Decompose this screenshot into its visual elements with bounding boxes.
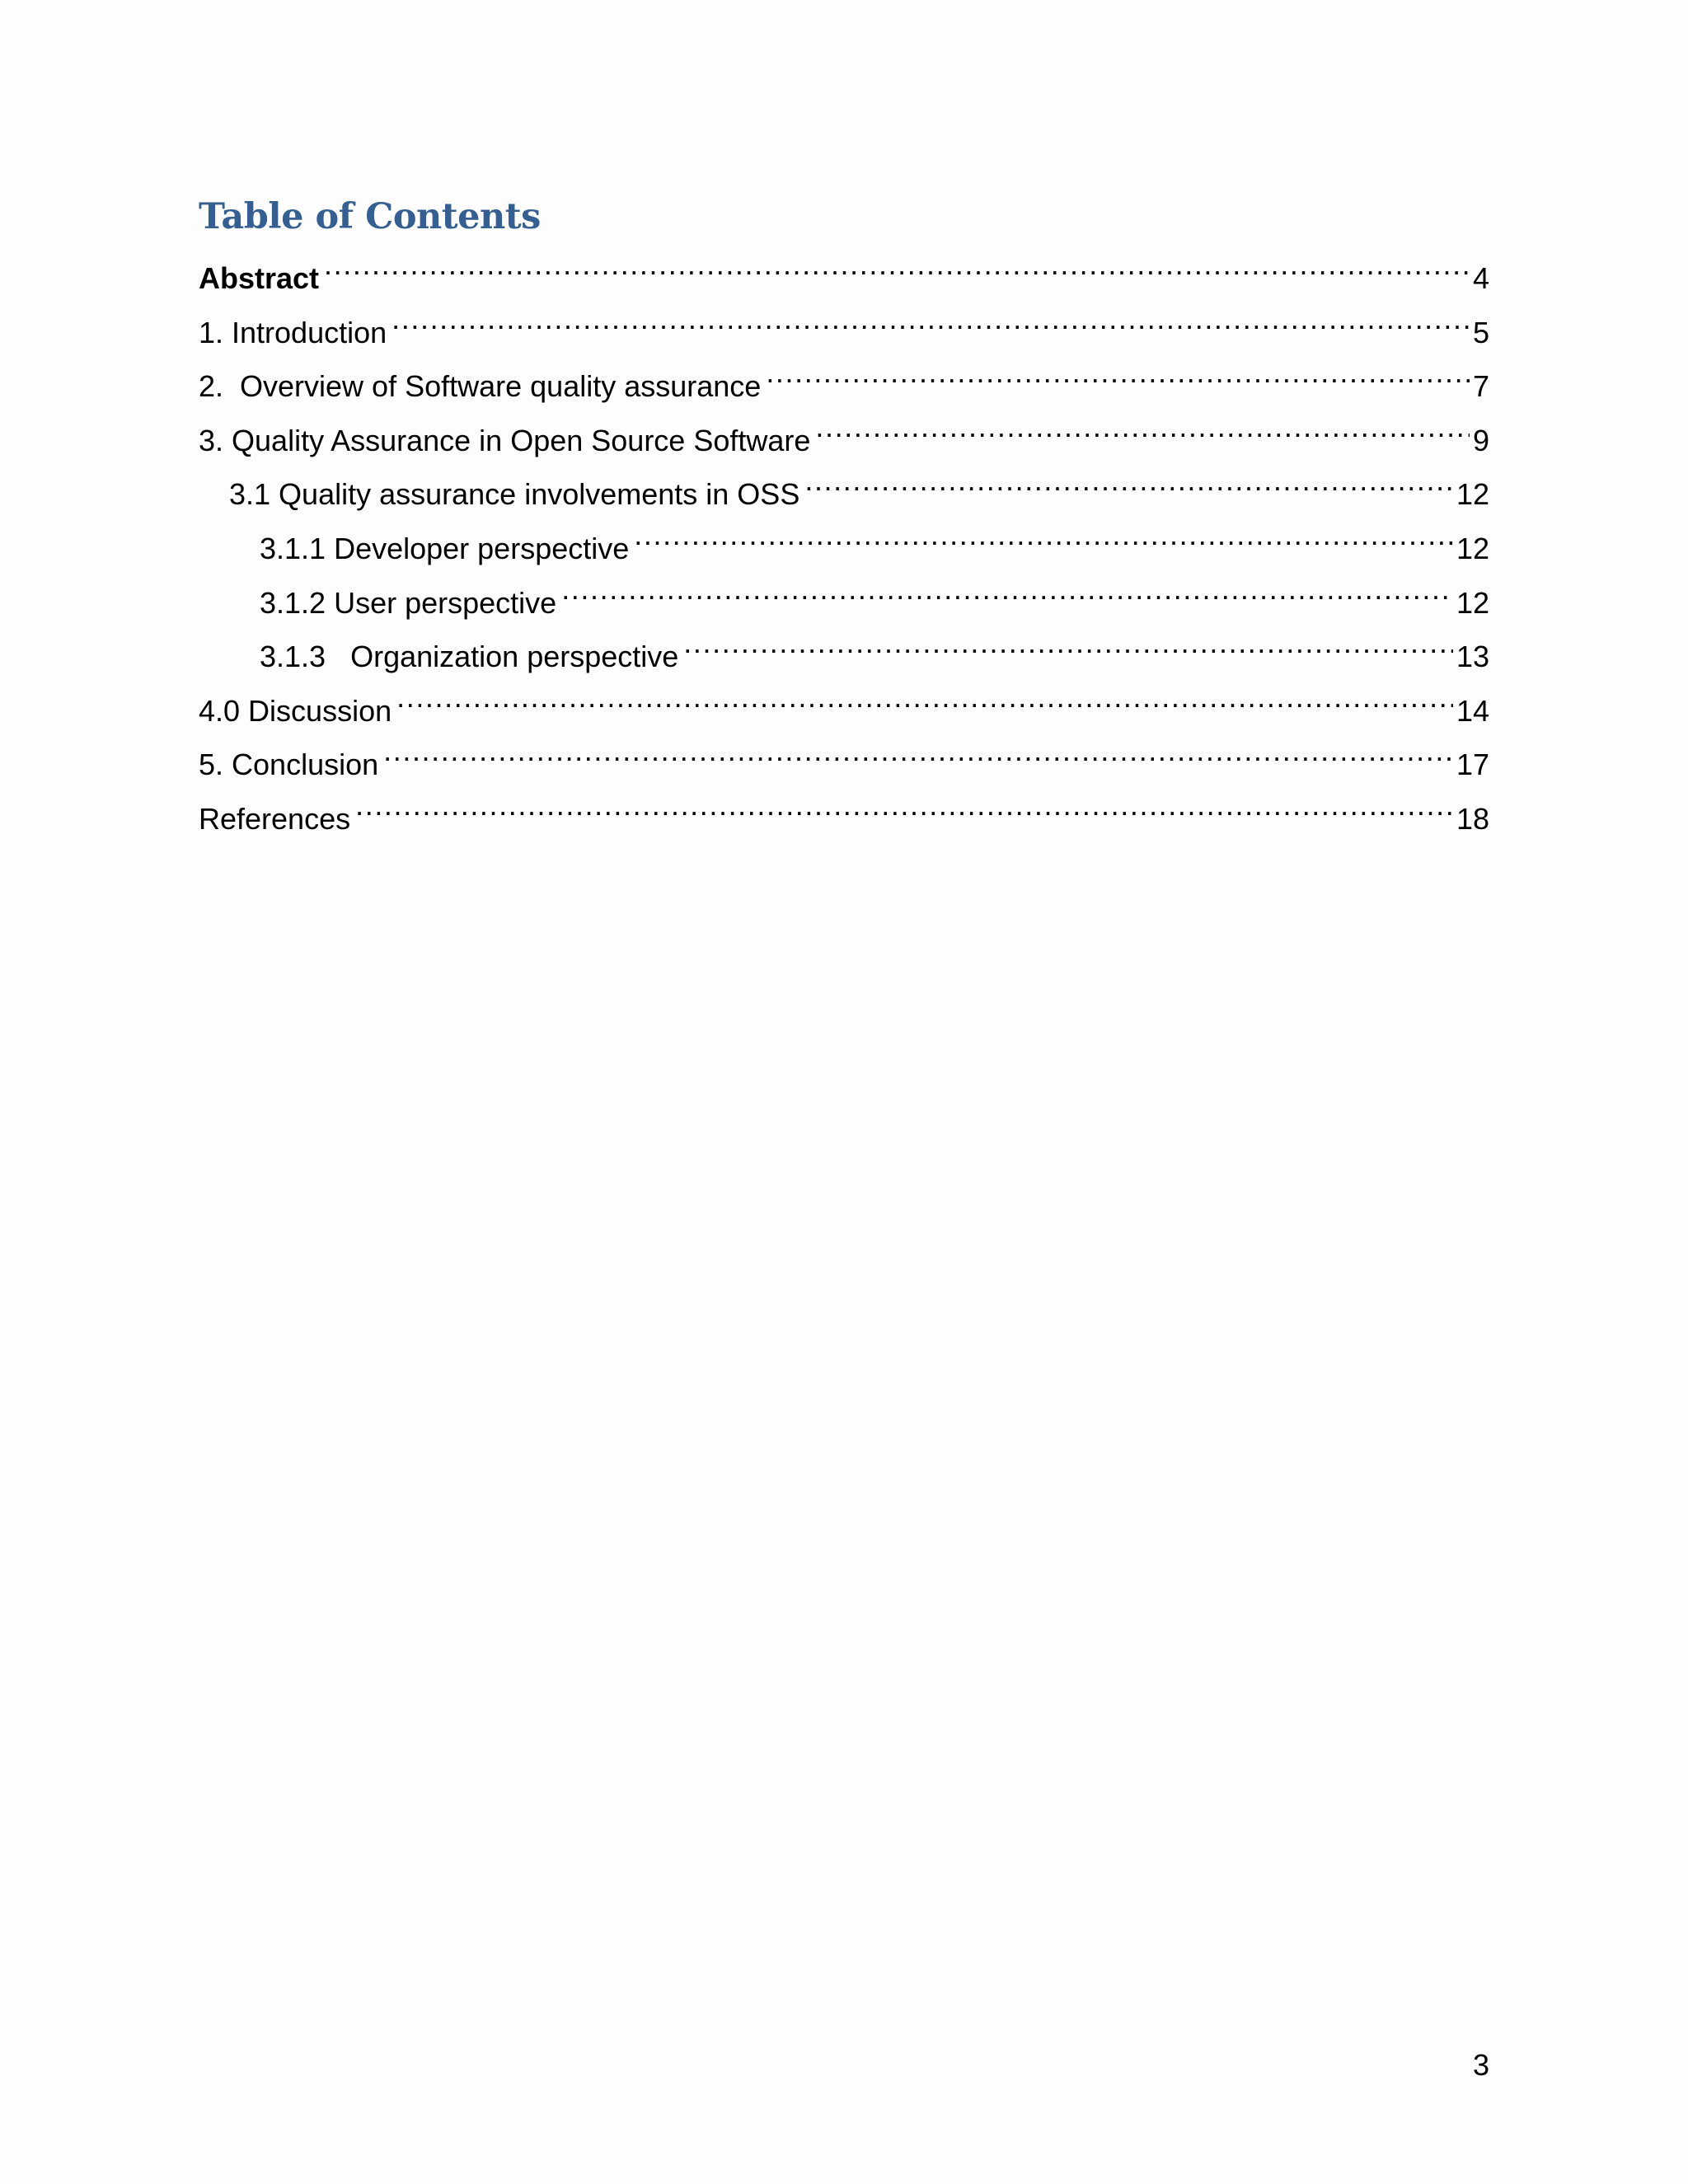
toc-entry-qa-involvements[interactable] <box>199 462 1489 516</box>
toc-entry-overview[interactable] <box>199 354 1489 408</box>
toc-entry-abstract[interactable] <box>199 246 1489 300</box>
toc-dot-leader <box>324 246 1470 288</box>
toc-entry-label: Abstract <box>199 261 320 295</box>
toc-entry-label: 3. Quality Assurance in Open Source Software <box>199 423 811 457</box>
toc-entry-label: 1. Introduction <box>199 315 387 349</box>
toc-entry-page: 12 <box>1456 531 1489 565</box>
toc-entry-user-perspective[interactable] <box>199 570 1489 625</box>
toc-entry-label: 5. Conclusion <box>199 748 379 782</box>
toc-title: Table of Contents <box>199 196 541 237</box>
toc-entry-label: 2. Overview of Software quality assurance <box>199 369 762 404</box>
toc-entry-page: 4 <box>1472 261 1489 295</box>
toc-entry-organization-perspective[interactable] <box>199 624 1489 678</box>
toc-entry-references[interactable] <box>199 786 1489 841</box>
toc-dot-leader <box>383 732 1453 775</box>
toc-entry-page: 5 <box>1472 315 1489 349</box>
toc-entry-discussion[interactable] <box>199 678 1489 733</box>
toc-entry-label: 3.1.2 User perspective <box>260 585 557 620</box>
toc-entry-conclusion[interactable] <box>199 732 1489 786</box>
toc-entry-page: 13 <box>1456 640 1489 674</box>
toc-dot-leader <box>683 624 1453 667</box>
toc-dot-leader <box>392 300 1470 343</box>
toc-dot-leader <box>396 678 1453 721</box>
toc-entry-label: 3.1.3 Organization perspective <box>260 640 679 674</box>
toc-entry-label: References <box>199 801 351 836</box>
toc-entry-page: 12 <box>1456 585 1489 620</box>
toc-entry-page: 17 <box>1456 748 1489 782</box>
toc-dot-leader <box>355 786 1453 829</box>
toc-entry-label: 3.1 Quality assurance involvements in OSS <box>229 477 800 512</box>
toc-entry-page: 7 <box>1472 369 1489 404</box>
toc-dot-leader <box>815 408 1470 451</box>
toc-list <box>199 246 1489 841</box>
toc-entry-page: 14 <box>1456 693 1489 728</box>
toc-dot-leader <box>634 516 1453 559</box>
toc-entry-label: 3.1.1 Developer perspective <box>260 531 630 565</box>
toc-dot-leader <box>766 354 1470 396</box>
toc-entry-developer-perspective[interactable] <box>199 516 1489 570</box>
toc-entry-page: 9 <box>1472 423 1489 457</box>
toc-entry-introduction[interactable] <box>199 300 1489 354</box>
toc-dot-leader <box>561 570 1453 613</box>
toc-entry-qa-oss[interactable] <box>199 408 1489 462</box>
toc-dot-leader <box>804 462 1453 504</box>
toc-entry-page: 12 <box>1456 477 1489 512</box>
page-number: 3 <box>1472 2048 1489 2082</box>
toc-entry-page: 18 <box>1456 801 1489 836</box>
toc-entry-label: 4.0 Discussion <box>199 693 392 728</box>
